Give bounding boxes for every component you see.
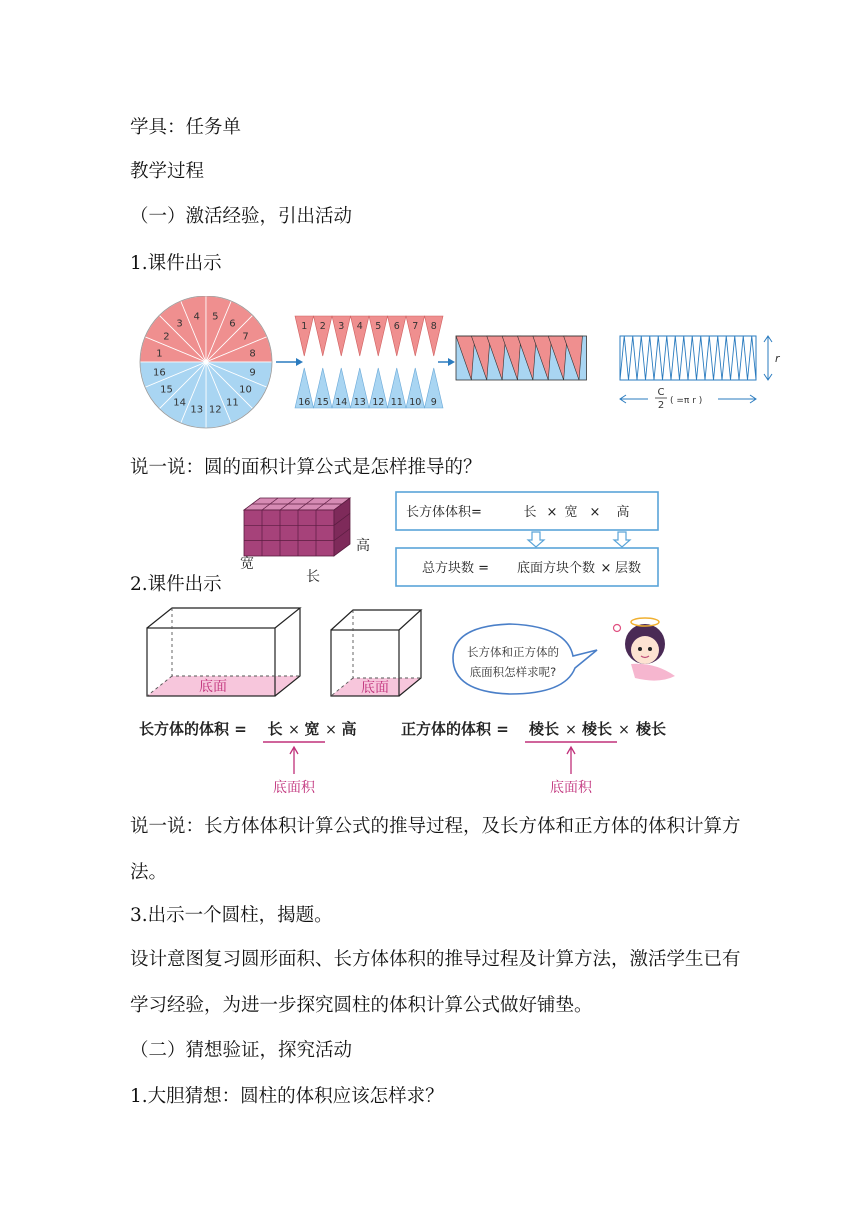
line-item1: 1.课件出示 bbox=[130, 253, 222, 274]
line-section1: （一）激活经验，引出活动 bbox=[130, 206, 353, 227]
cube-length-label: 长 bbox=[306, 569, 320, 585]
line-say1: 说一说：圆的面积计算公式是怎样推导的？ bbox=[130, 457, 482, 478]
girl-dress bbox=[631, 664, 675, 681]
row1-width: 宽 bbox=[564, 505, 578, 520]
cuboid-count-figure bbox=[230, 488, 670, 588]
row2-prefix: 总方块数 = bbox=[422, 561, 490, 576]
bottom-wedge-number: 13 bbox=[353, 397, 366, 408]
formula-left-height: 高 bbox=[341, 720, 357, 738]
formula-left-prefix: 长方体的体积 = bbox=[139, 720, 247, 738]
sector-number: 11 bbox=[226, 397, 239, 409]
top-wedge-number: 6 bbox=[393, 321, 400, 332]
sector-number: 10 bbox=[239, 384, 252, 396]
row1-times: × bbox=[589, 505, 601, 520]
speech-line-1: 长方体和正方体的 bbox=[467, 645, 559, 659]
girl-eye bbox=[638, 647, 642, 651]
cuboid-base-label: 底面 bbox=[199, 679, 227, 695]
cube-height-label: 高 bbox=[356, 538, 370, 554]
bottom-wedge-number: 10 bbox=[409, 397, 422, 408]
sector-number: 9 bbox=[249, 367, 256, 379]
sector-number: 15 bbox=[160, 384, 173, 396]
row2-base-count: 底面方块个数 bbox=[516, 561, 596, 576]
speech-line-2: 底面积怎样求呢? bbox=[469, 665, 557, 679]
row2-times: × bbox=[600, 561, 612, 576]
top-wedge-number: 3 bbox=[338, 321, 345, 332]
bottom-wedge-number: 9 bbox=[430, 397, 437, 408]
line-item4: 1.大胆猜想：圆柱的体积应该怎样求？ bbox=[130, 1086, 444, 1107]
top-wedge-number: 7 bbox=[412, 321, 419, 332]
arrow-head bbox=[296, 358, 303, 366]
formula-left-width: 宽 bbox=[304, 720, 320, 738]
girl-star bbox=[614, 625, 621, 632]
box-volume-figure bbox=[135, 598, 695, 800]
two-label: 2 bbox=[657, 400, 665, 411]
sector-number: 6 bbox=[229, 318, 236, 330]
row2-layers: 层数 bbox=[614, 561, 642, 576]
top-wedge-number: 5 bbox=[375, 321, 382, 332]
line-item3: 3.出示一个圆柱，揭题。 bbox=[130, 905, 333, 926]
formula-right-edge: 棱长 bbox=[581, 720, 613, 738]
formula-left-length: 长 bbox=[267, 720, 283, 738]
formula-left-times: × bbox=[288, 722, 300, 738]
arrow-head bbox=[448, 358, 455, 366]
top-wedge-number: 8 bbox=[430, 321, 437, 332]
bottom-wedge-number: 14 bbox=[335, 397, 348, 408]
bottom-wedge-number: 12 bbox=[372, 397, 385, 408]
zigzag-lines bbox=[620, 336, 756, 380]
line-section2: （二）猜想验证，探究活动 bbox=[130, 1040, 353, 1061]
cube-base-label: 底面 bbox=[361, 680, 389, 696]
row1-times: × bbox=[546, 505, 558, 520]
bottom-wedge-number: 15 bbox=[316, 397, 329, 408]
sector-number: 3 bbox=[176, 318, 183, 330]
right-area-label: 底面积 bbox=[550, 780, 592, 796]
line-process: 教学过程 bbox=[130, 161, 205, 182]
top-wedge-number: 4 bbox=[356, 321, 363, 332]
sector-number: 7 bbox=[242, 331, 249, 343]
circle-area-figure bbox=[130, 296, 790, 432]
sector-number: 14 bbox=[173, 397, 186, 409]
c-label: C bbox=[657, 387, 665, 398]
sector-number: 2 bbox=[163, 331, 170, 343]
down-arrow bbox=[614, 532, 630, 547]
sector-number: 16 bbox=[153, 367, 166, 379]
bottom-wedge-number: 11 bbox=[390, 397, 403, 408]
line-tools: 学具：任务单 bbox=[130, 117, 242, 138]
speech-bubble bbox=[453, 624, 597, 694]
sector-number: 8 bbox=[249, 348, 256, 360]
row1-length: 长 bbox=[523, 505, 537, 520]
girl-face bbox=[631, 636, 659, 664]
row1-height: 高 bbox=[616, 505, 630, 520]
formula-left-times: × bbox=[325, 722, 337, 738]
line-item2: 2.课件出示 bbox=[130, 574, 222, 595]
left-area-label: 底面积 bbox=[273, 780, 315, 796]
bottom-wedge-number: 16 bbox=[298, 397, 311, 408]
formula-right-times: × bbox=[618, 722, 630, 738]
cube-front-face bbox=[244, 510, 334, 556]
formula-right-edge: 棱长 bbox=[635, 720, 667, 738]
sector-number: 13 bbox=[190, 404, 204, 416]
formula-right-edge: 棱长 bbox=[528, 720, 560, 738]
row1-prefix: 长方体体积= bbox=[406, 505, 482, 520]
cube-width-label: 宽 bbox=[240, 556, 254, 572]
r-label: r bbox=[775, 352, 780, 365]
pi-r-label: ( =π r ) bbox=[670, 396, 703, 406]
top-wedge-number: 1 bbox=[301, 321, 308, 332]
down-arrow bbox=[528, 532, 544, 547]
top-wedge-number: 2 bbox=[319, 321, 326, 332]
paragraph-design: 设计意图复习圆形面积、长方体体积的推导过程及计算方法，激活学生已有学习经验，为进一步探究圆柱的体积计算公式做好铺垫。 bbox=[130, 949, 741, 1016]
sector-number: 1 bbox=[156, 348, 163, 360]
sector-number: 4 bbox=[193, 311, 200, 323]
sector-number: 12 bbox=[208, 404, 222, 416]
girl-eye bbox=[648, 647, 652, 651]
paragraph-say2: 说一说：长方体体积计算公式的推导过程，及长方体和正方体的体积计算方法。 bbox=[130, 816, 741, 883]
sector-number: 5 bbox=[212, 311, 219, 323]
formula-right-times: × bbox=[565, 722, 577, 738]
formula-right-prefix: 正方体的体积 = bbox=[401, 720, 509, 738]
